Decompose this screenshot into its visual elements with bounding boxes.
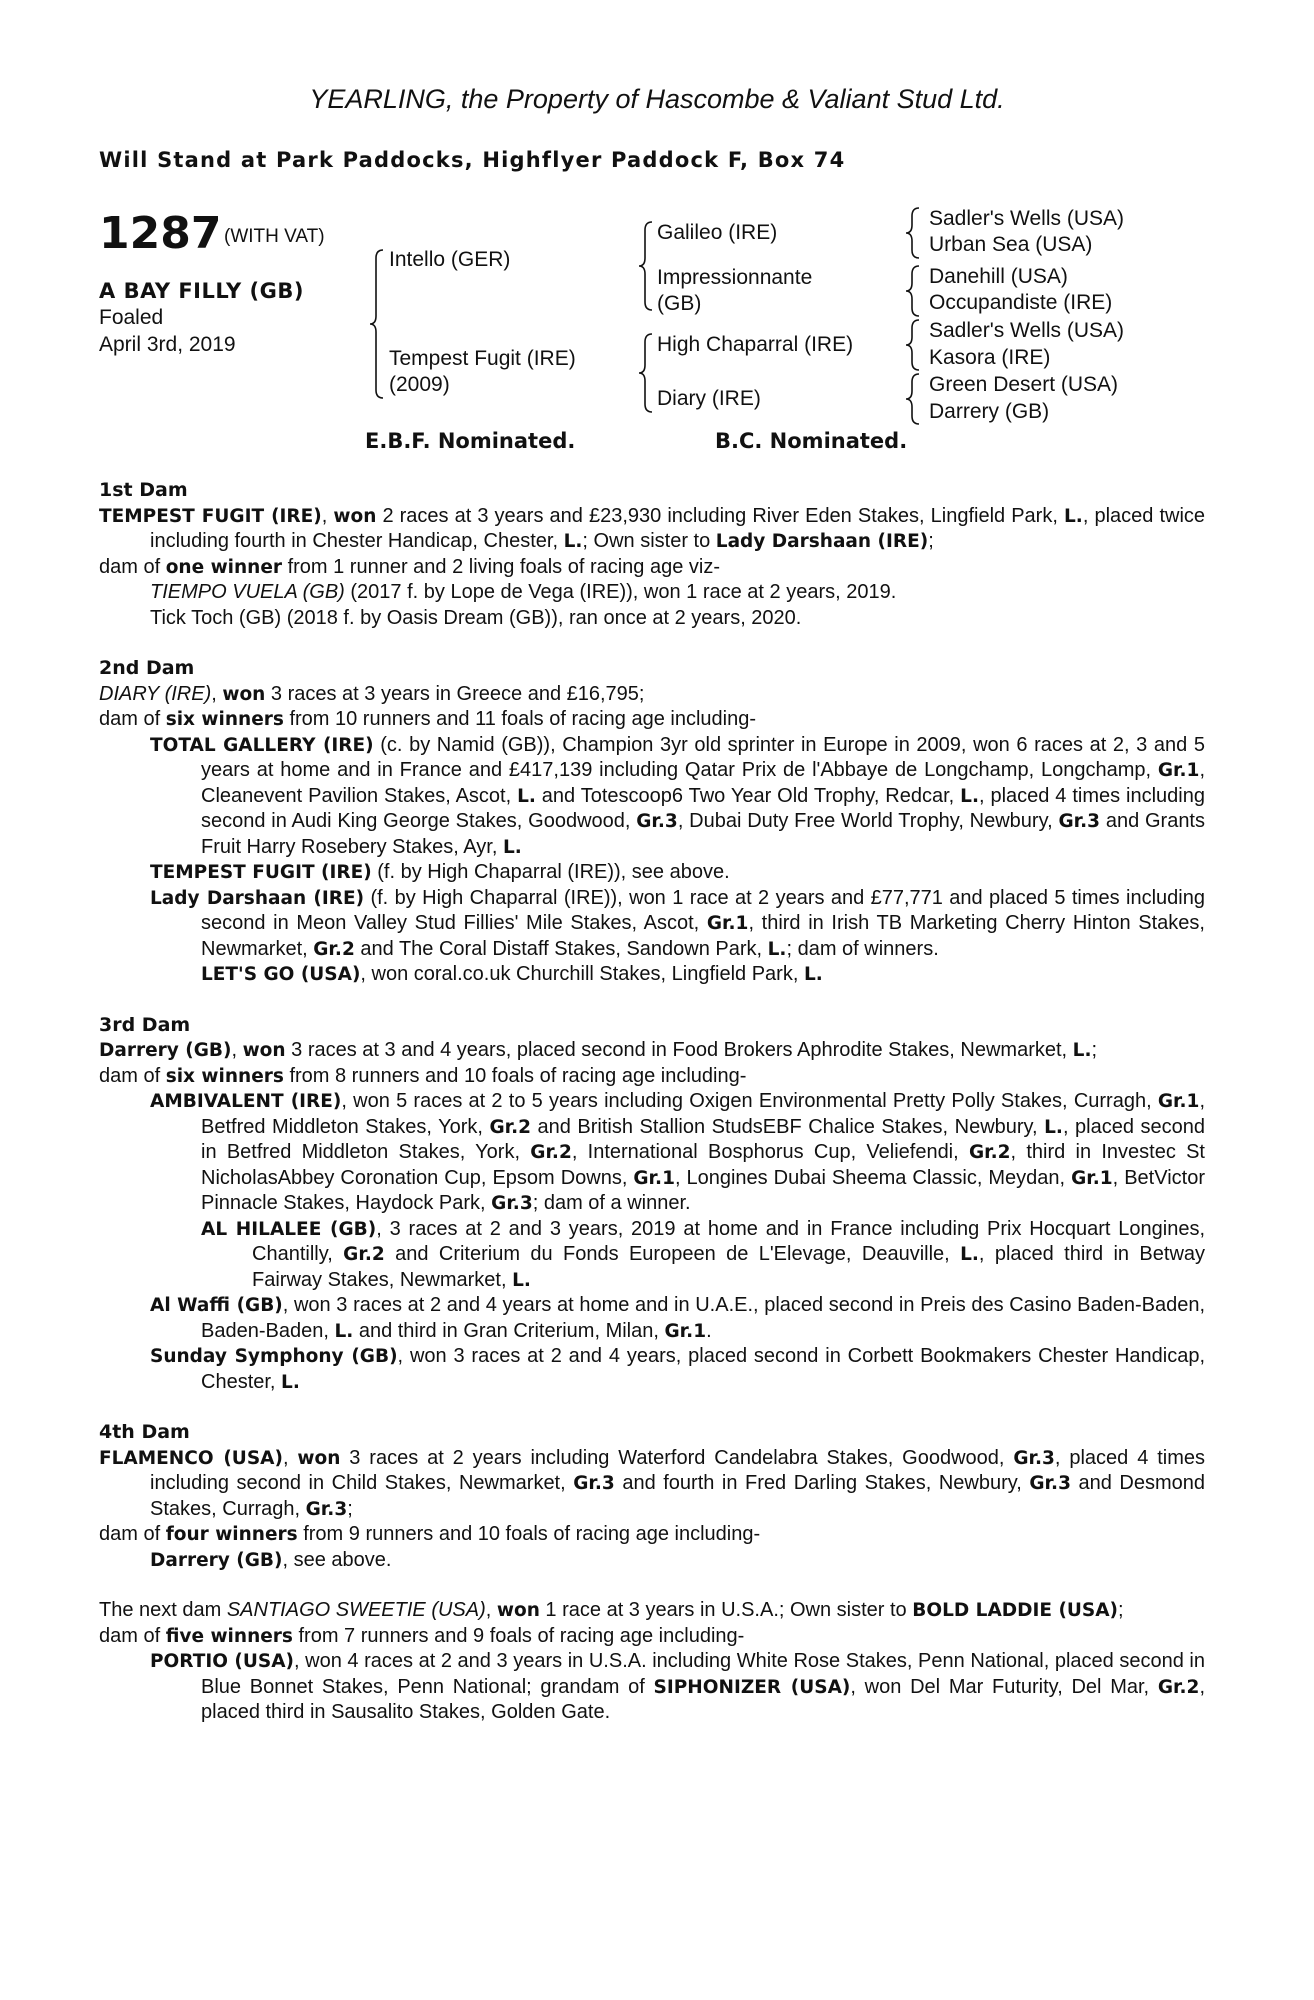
entry-bold-text: Gr.3 <box>1029 1473 1071 1494</box>
entry-bold-text: Sunday Symphony (GB) <box>150 1346 398 1367</box>
entry-text: , third in Investec St NicholasAbbey Coronation Cup, Epsom Downs, <box>201 1141 1205 1189</box>
entry-text: The next dam <box>99 1599 227 1621</box>
pedigree-entry <box>99 1548 1205 1574</box>
pedigree-gen3: Green Desert (USA) <box>929 373 1119 396</box>
entry-bold-text: Darrery (GB) <box>150 1549 283 1571</box>
entry-text: , placed 4 times including second in Audi King George Stakes, Goodwood, <box>201 784 1205 832</box>
pedigree-entry <box>99 555 1205 581</box>
entry-bold-text: Al Waffi (GB) <box>150 1295 283 1316</box>
pedigree-entry <box>99 1217 1205 1294</box>
entry-text: , 3 races at 2 and 3 years, 2019 at home and in France including Prix Hocquart Longines, Chantilly, <box>252 1217 1206 1265</box>
entry-bold-text: won <box>242 1040 286 1061</box>
pedigree-gen3: Sadler's Wells (USA) <box>929 319 1124 342</box>
entry-text: , placed twice including fourth in Chester Handicap, Chester, <box>150 504 1206 552</box>
entry-text: and Criterium du Fonds Europeen de L'Elevage, Deauville, <box>384 1243 961 1265</box>
curly-brace <box>639 222 652 310</box>
pedigree-dam-dam: Diary (IRE) <box>657 387 761 410</box>
entry-bold-text: L. <box>803 964 823 985</box>
entry-bold-text: PORTIO (USA) <box>150 1651 294 1672</box>
pedigree-gen3: Kasora (IRE) <box>929 346 1051 369</box>
pedigree-gen3: Occupandiste (IRE) <box>929 291 1113 314</box>
entry-bold-text: L. <box>960 1244 979 1265</box>
entry-text: , <box>485 1599 497 1621</box>
entry-text: dam of <box>99 708 166 730</box>
entry-bold-text: L. <box>1063 505 1083 527</box>
curly-brace <box>906 320 919 370</box>
entry-bold-text: Gr.2 <box>1157 1676 1200 1698</box>
pedigree-entry <box>99 1522 1205 1548</box>
entry-text: (f. by High Chaparral (IRE)), see above. <box>371 861 730 883</box>
entry-bold-text: Gr.1 <box>1157 1091 1200 1112</box>
pedigree-entry <box>99 1598 1205 1624</box>
entry-bold-text: L. <box>517 785 536 807</box>
entry-text: , third in Irish TB Marketing Cherry Hinton Stakes, Newmarket, <box>201 912 1205 960</box>
entry-bold-text: four winners <box>165 1524 298 1545</box>
entry-text: ; <box>928 530 934 552</box>
entry-text: (f. by High Chaparral (IRE)), won 1 race at 2 years and £77,771 and placed 5 times including second in Meon Valley Stud Fillies' Mile Stakes, Ascot, <box>201 886 1205 934</box>
entry-bold-text: L. <box>281 1371 300 1393</box>
entry-bold-text: Gr.3 <box>636 811 678 832</box>
entry-text: (c. by Namid (GB)), Champion 3yr old sprinter in Europe in 2009, won 6 races at 2, 3 and 5 years at home and in France and £417,139 including Qatar Prix de l'Abbaye de Longchamp, Longchamp, <box>201 733 1205 781</box>
entry-bold-text: Gr.3 <box>491 1193 533 1214</box>
entry-text: , <box>321 504 334 527</box>
entry-text: and Desmond Stakes, Curragh, <box>150 1472 1205 1520</box>
pedigree-entry <box>99 733 1205 861</box>
entry-text: , won coral.co.uk Churchill Stakes, Lingfield Park, <box>360 963 804 985</box>
entry-bold-text: won <box>333 505 377 527</box>
entry-bold-text: Gr.2 <box>530 1142 572 1163</box>
bc-nominated: B.C. Nominated. <box>715 429 908 453</box>
entry-text: , <box>231 1039 243 1061</box>
entry-text: , won 3 races at 2 and 4 years, placed second in Corbett Bookmakers Chester Handicap, Chester, <box>201 1345 1205 1393</box>
lot-description: A BAY FILLY (GB) <box>99 279 304 303</box>
entry-text: , won Del Mar Futurity, Del Mar, <box>850 1675 1158 1698</box>
section-heading: 4th Dam <box>99 1421 190 1443</box>
entry-text: ; dam of a winner. <box>532 1192 691 1214</box>
pedigree-entry <box>99 1038 1205 1064</box>
ebf-nominated: E.B.F. Nominated. <box>365 429 576 453</box>
pedigree-entry <box>99 1089 1205 1217</box>
entry-text: and British Stallion StudsEBF Chalice Stakes, Newbury, <box>531 1115 1045 1138</box>
pedigree-dam: Tempest Fugit (IRE) <box>389 347 576 370</box>
entry-bold-text: Gr.3 <box>1013 1447 1055 1469</box>
entry-bold-text: Gr.1 <box>1071 1167 1113 1189</box>
pedigree-entry <box>99 1649 1205 1726</box>
entry-text: ; <box>347 1497 353 1520</box>
entry-bold-text: won <box>222 683 266 705</box>
entry-text: 2 races at 3 years and £23,930 including River Eden Stakes, Lingfield Park, <box>376 504 1064 527</box>
pedigree-entry <box>99 1344 1205 1395</box>
pedigree-gen3: Sadler's Wells (USA) <box>929 207 1124 230</box>
entry-bold-text: Gr.2 <box>313 938 355 960</box>
entry-text: dam of <box>99 1523 166 1545</box>
pedigree-entry <box>99 1293 1205 1344</box>
curly-brace <box>639 334 652 412</box>
entry-bold-text: L. <box>512 1269 531 1291</box>
dam-section <box>99 1013 1205 1396</box>
curly-brace <box>906 266 919 316</box>
entry-bold-text: TEMPEST FUGIT (IRE) <box>150 862 372 883</box>
pedigree-dam-year: (2009) <box>389 373 450 396</box>
entry-text: , placed third in Betway Fairway Stakes, Newmarket, <box>252 1243 1206 1291</box>
entry-text: dam of <box>99 555 166 578</box>
entry-bold-text: Lady Darshaan (IRE) <box>715 531 929 552</box>
entry-italic-text: SANTIAGO SWEETIE (USA) <box>226 1599 486 1621</box>
entry-text: ; dam of winners. <box>786 937 939 960</box>
entry-bold-text: six winners <box>165 1065 284 1087</box>
entry-bold-text: Gr.3 <box>1058 811 1101 832</box>
entry-text: dam of <box>99 1624 166 1647</box>
entry-text: , International Bosphorus Cup, Veliefendi, <box>571 1141 969 1163</box>
entry-text: , won 5 races at 2 to 5 years including Oxigen Environmental Pretty Polly Stakes, Curragh, <box>341 1090 1158 1112</box>
entry-text: (2017 f. by Lope de Vega (IRE)), won 1 race at 2 years, 2019. <box>344 581 897 603</box>
entry-bold-text: Gr.1 <box>633 1167 675 1189</box>
entry-bold-text: Gr.1 <box>1157 760 1200 781</box>
entry-text: , Dubai Duty Free World Trophy, Newbury, <box>677 810 1059 832</box>
entry-bold-text: Gr.2 <box>489 1116 532 1138</box>
entry-bold-text: Gr.1 <box>664 1320 707 1342</box>
entry-bold-text: one winner <box>165 556 283 578</box>
entry-text: 1 race at 3 years in U.S.A.; Own sister to <box>539 1599 913 1621</box>
vat-note: (WITH VAT) <box>224 226 325 247</box>
entry-text: from 1 runner and 2 living foals of racing age viz- <box>282 555 721 578</box>
pedigree-entry <box>99 1446 1205 1523</box>
entry-italic-text: DIARY (IRE) <box>99 682 212 705</box>
pedigree-gen3: Darrery (GB) <box>929 400 1050 423</box>
entry-text: 3 races at 2 years including Waterford Candelabra Stakes, Goodwood, <box>340 1446 1014 1469</box>
pedigree-entry <box>99 504 1205 555</box>
pedigree-entry <box>99 886 1205 963</box>
entry-text: , BetVictor Pinnacle Stakes, Haydock Park, <box>201 1166 1205 1214</box>
foaled-date: April 3rd, 2019 <box>99 333 236 356</box>
entry-text: from 8 runners and 10 foals of racing age including- <box>283 1064 747 1087</box>
entry-text: dam of <box>99 1064 166 1087</box>
pedigree-sire-dam-suffix: (GB) <box>657 292 702 315</box>
pedigree-entry <box>99 580 1205 606</box>
entry-text: , placed third in Sausalito Stakes, Golden Gate. <box>201 1675 1205 1723</box>
entry-text: , see above. <box>282 1548 392 1571</box>
foaled-label: Foaled <box>99 306 164 329</box>
pedigree-braces <box>0 0 1314 500</box>
entry-text: , placed second in Betfred Middleton Stakes, York, <box>201 1115 1205 1163</box>
entry-text: and Totescoop6 Two Year Old Trophy, Redcar, <box>535 784 961 807</box>
entry-bold-text: Lady Darshaan (IRE) <box>150 887 365 909</box>
entry-bold-text: L. <box>563 531 583 552</box>
entry-text: ; Own sister to <box>582 530 716 552</box>
entry-text: 3 races at 3 years in Greece and £16,795; <box>265 682 645 705</box>
section-heading: 1st Dam <box>99 479 188 501</box>
entry-bold-text: six winners <box>165 709 284 730</box>
pedigree-dam-sire: High Chaparral (IRE) <box>657 333 854 356</box>
pedigree-sire-dam: Impressionnante <box>657 266 813 289</box>
entry-text: and Grants Fruit Harry Rosebery Stakes, Ayr, <box>201 810 1205 858</box>
entry-bold-text: L. <box>1072 1040 1092 1061</box>
curly-brace <box>906 208 919 258</box>
entry-bold-text: Gr.2 <box>343 1244 385 1265</box>
pedigree-entry <box>99 1064 1205 1090</box>
entry-bold-text: L. <box>1044 1116 1063 1138</box>
entry-bold-text: L. <box>502 836 522 858</box>
pedigree-entry <box>99 962 1205 988</box>
entry-text: from 9 runners and 10 foals of racing age including- <box>297 1523 761 1545</box>
entry-text: , won 4 races at 2 and 3 years in U.S.A. including White Rose Stakes, Penn National, placed second in Blue Bonnet Stakes, Penn National; grandam of <box>201 1650 1205 1698</box>
entry-bold-text: won <box>496 1600 540 1621</box>
entry-bold-text: TEMPEST FUGIT (IRE) <box>99 505 322 527</box>
entry-bold-text: L. <box>960 785 979 807</box>
entry-text: , Betfred Middleton Stakes, York, <box>201 1090 1205 1138</box>
entry-bold-text: SIPHONIZER (USA) <box>653 1676 851 1698</box>
pedigree-entry <box>99 682 1205 708</box>
entry-text: , <box>282 1446 298 1469</box>
entry-bold-text: BOLD LADDIE (USA) <box>912 1600 1119 1621</box>
entry-text: from 7 runners and 9 foals of racing age including- <box>292 1624 745 1647</box>
curly-brace <box>906 374 919 424</box>
dam-section <box>99 656 1205 988</box>
entry-text: and fourth in Fred Darling Stakes, Newbury, <box>614 1472 1030 1494</box>
entry-text: , Longines Dubai Sheema Classic, Meydan, <box>674 1166 1072 1189</box>
pedigree-entry <box>99 1624 1205 1650</box>
entry-bold-text: AL HILALEE (GB) <box>201 1218 377 1240</box>
entry-bold-text: Gr.3 <box>573 1473 615 1494</box>
entry-bold-text: L. <box>767 938 787 960</box>
entry-bold-text: FLAMENCO (USA) <box>99 1447 283 1469</box>
pedigree-gen3: Danehill (USA) <box>929 265 1068 288</box>
entry-bold-text: TOTAL GALLERY (IRE) <box>150 734 374 756</box>
entry-text: from 10 runners and 11 foals of racing age including- <box>283 708 757 730</box>
entry-italic-text: TIEMPO VUELA (GB) <box>150 581 345 603</box>
pedigree-entry <box>99 860 1205 886</box>
entry-text: , won 3 races at 2 and 4 years at home and in U.A.E., placed second in Preis des Casino Baden-Baden, Baden-Baden, <box>201 1294 1206 1342</box>
dam-section <box>99 478 1205 631</box>
entry-bold-text: L. <box>334 1320 354 1342</box>
entry-text: , Cleanevent Pavilion Stakes, Ascot, <box>201 759 1205 807</box>
pedigree-sire: Intello (GER) <box>389 248 511 271</box>
entry-bold-text: five winners <box>165 1625 293 1647</box>
entry-text: and third in Gran Criterium, Milan, <box>353 1319 665 1342</box>
entry-text: Tick Toch (GB) (2018 f. by Oasis Dream (GB)), ran once at 2 years, 2020. <box>150 606 802 629</box>
entry-text: , <box>211 682 223 705</box>
pedigree-sire-sire: Galileo (IRE) <box>657 221 778 244</box>
entry-text: , placed 4 times including second in Child Stakes, Newmarket, <box>150 1446 1205 1494</box>
stand-location: Will Stand at Park Paddocks, Highflyer Paddock F, Box 74 <box>99 148 846 172</box>
pedigree-entry <box>99 606 1205 632</box>
entry-bold-text: Gr.2 <box>968 1142 1011 1163</box>
entry-bold-text: Darrery (GB) <box>99 1040 232 1061</box>
dam-section <box>99 1420 1205 1573</box>
entry-text: ; <box>1091 1039 1098 1061</box>
entry-text: ; <box>1118 1599 1124 1621</box>
section-heading: 2nd Dam <box>99 657 195 679</box>
entry-text: . <box>706 1319 712 1342</box>
section-heading: 3rd Dam <box>99 1013 191 1036</box>
entry-bold-text: won <box>297 1447 341 1469</box>
entry-text: 3 races at 3 and 4 years, placed second in Food Brokers Aphrodite Stakes, Newmarket, <box>285 1039 1073 1061</box>
entry-text: and The Coral Distaff Stakes, Sandown Park, <box>354 937 768 960</box>
dam-line-body <box>99 478 1205 1726</box>
pedigree-gen3: Urban Sea (USA) <box>929 233 1093 256</box>
entry-bold-text: Gr.3 <box>305 1498 348 1520</box>
entry-bold-text: Gr.1 <box>706 913 749 934</box>
entry-bold-text: LET'S GO (USA) <box>201 964 361 985</box>
entry-bold-text: AMBIVALENT (IRE) <box>150 1091 342 1112</box>
catalogue-title: YEARLING, the Property of Hascombe & Valiant Stud Ltd. <box>309 84 1005 114</box>
curly-brace <box>370 250 383 398</box>
pedigree-entry <box>99 707 1205 733</box>
lot-number: 1287 <box>99 208 222 259</box>
dam-section <box>99 1598 1205 1726</box>
